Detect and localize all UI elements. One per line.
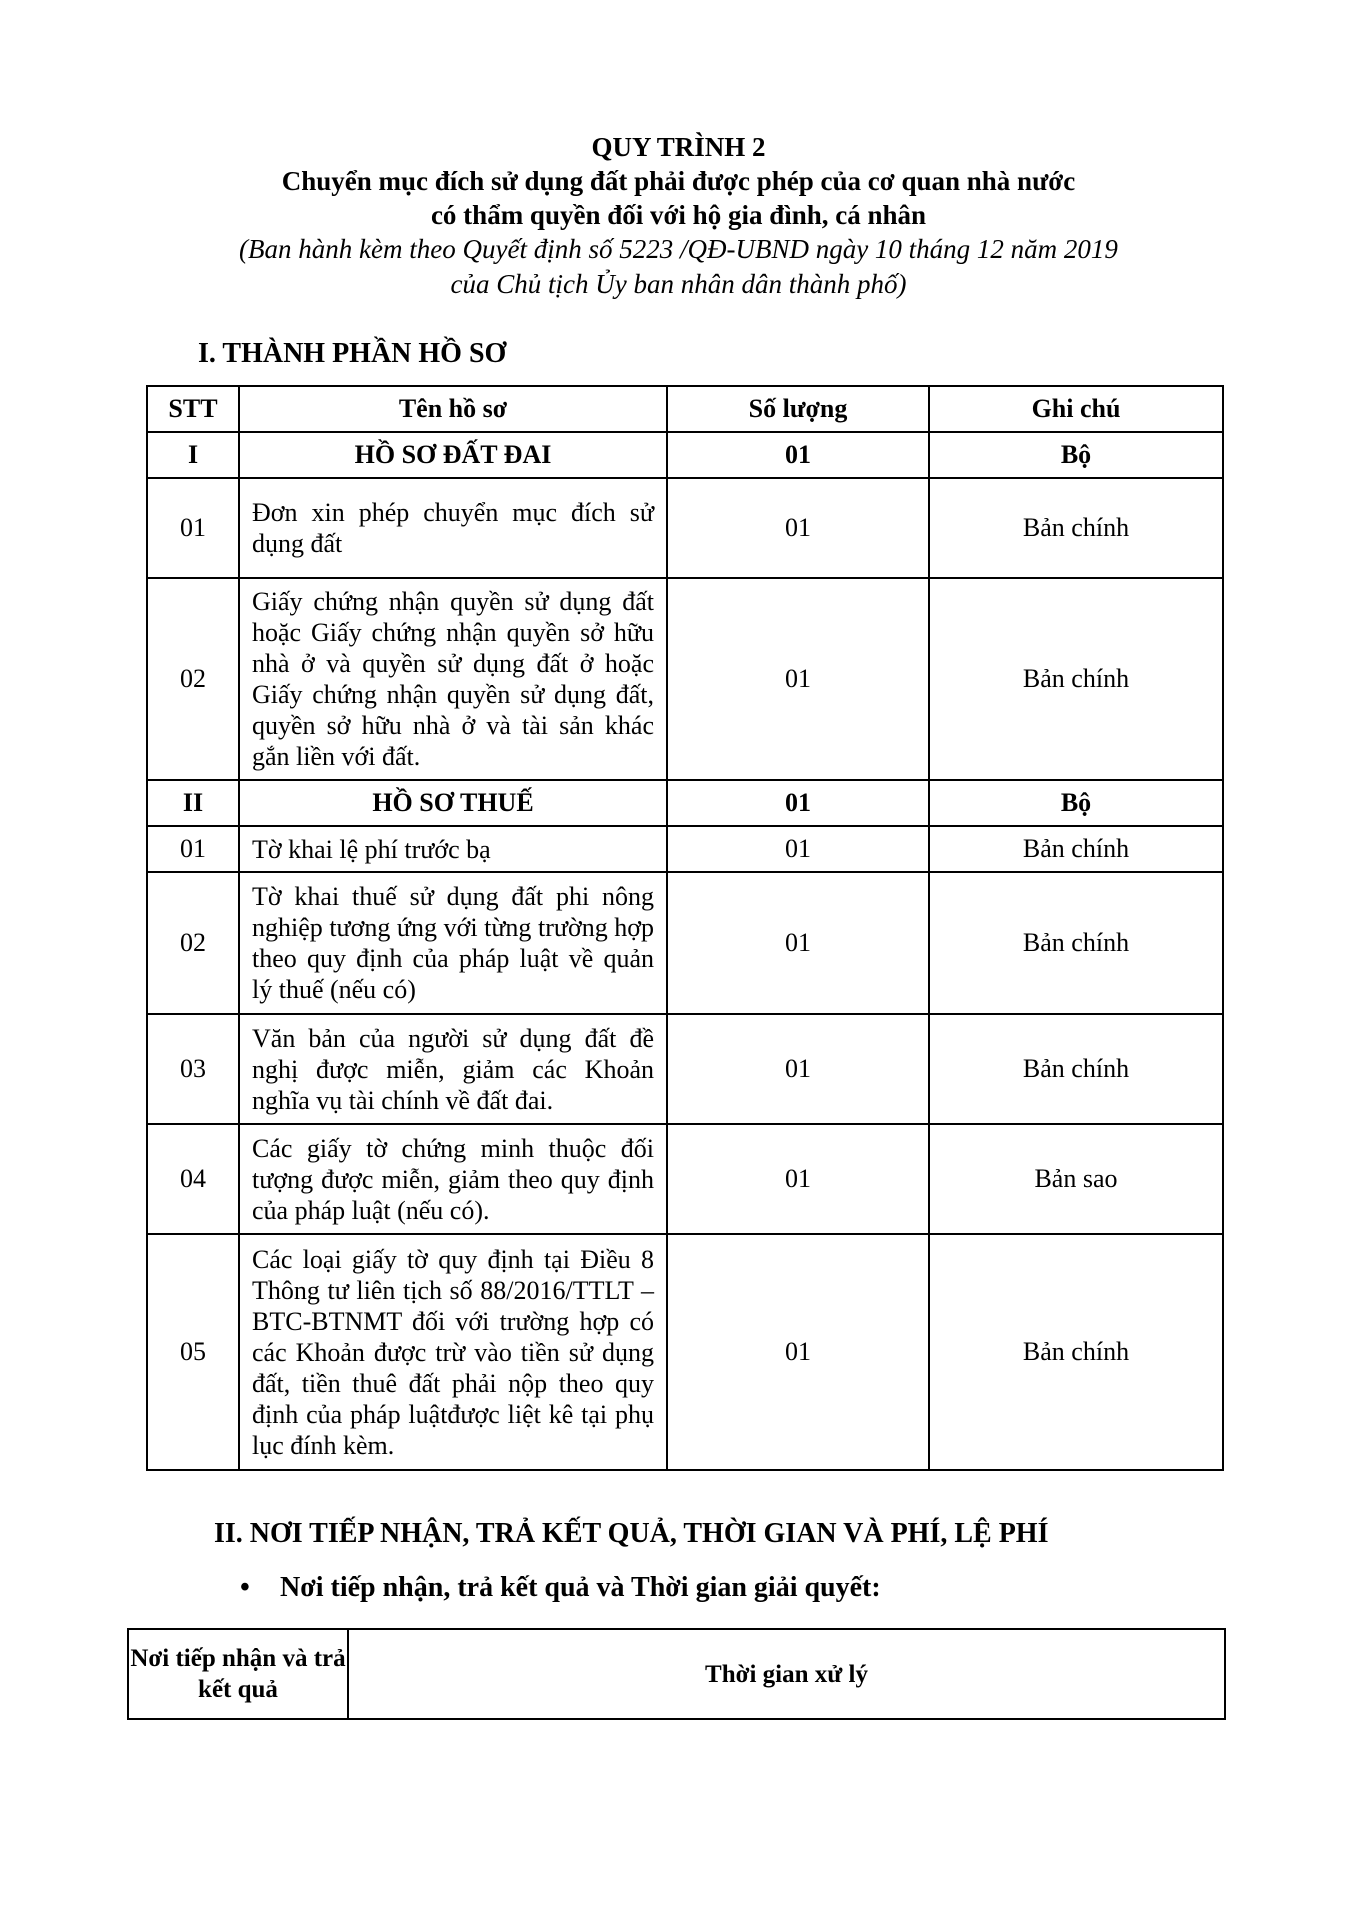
row-note: Bản chính bbox=[929, 826, 1223, 872]
row-name: Các giấy tờ chứng minh thuộc đối tượng được miễn, giảm theo quy định của pháp luật (nếu có). bbox=[239, 1124, 667, 1234]
table-row bbox=[147, 826, 1223, 872]
column-header-stt: STT bbox=[147, 386, 239, 432]
row-quantity: 01 bbox=[667, 578, 929, 780]
table-row bbox=[147, 1124, 1223, 1234]
column-header-note: Ghi chú bbox=[929, 386, 1223, 432]
bullet-text: Nơi tiếp nhận, trả kết quả và Thời gian giải quyết: bbox=[280, 1572, 881, 1603]
row-stt: 02 bbox=[147, 578, 239, 780]
row-quantity: 01 bbox=[667, 1234, 929, 1470]
document-header bbox=[0, 130, 1357, 302]
group-stt: II bbox=[147, 780, 239, 826]
group-row bbox=[147, 432, 1223, 478]
row-name: Tờ khai thuế sử dụng đất phi nông nghiệp tương ứng với từng trường hợp theo quy định của pháp luật về quản lý thuế (nếu có) bbox=[239, 872, 667, 1014]
row-name: Các loại giấy tờ quy định tại Điều 8 Thông tư liên tịch số 88/2016/TTLT –BTC-BTNMT đối với trường hợp có các Khoản được trừ vào tiền sử dụng đất, tiền thuê đất phải nộp theo quy định của pháp luậtđược liệt kê tại phụ lục đính kèm. bbox=[239, 1234, 667, 1470]
bullet-dot-icon: • bbox=[240, 1572, 250, 1603]
group-note: Bộ bbox=[929, 432, 1223, 478]
row-name: Tờ khai lệ phí trước bạ bbox=[239, 826, 667, 872]
group-quantity: 01 bbox=[667, 432, 929, 478]
group-note: Bộ bbox=[929, 780, 1223, 826]
row-quantity: 01 bbox=[667, 478, 929, 578]
group-name: HỒ SƠ THUẾ bbox=[239, 780, 667, 826]
row-stt: 03 bbox=[147, 1014, 239, 1124]
row-note: Bản chính bbox=[929, 578, 1223, 780]
row-note: Bản chính bbox=[929, 872, 1223, 1014]
row-quantity: 01 bbox=[667, 1124, 929, 1234]
group-quantity: 01 bbox=[667, 780, 929, 826]
row-note: Bản sao bbox=[929, 1124, 1223, 1234]
table-row bbox=[147, 578, 1223, 780]
row-stt: 04 bbox=[147, 1124, 239, 1234]
row-name: Văn bản của người sử dụng đất đề nghị được miễn, giảm các Khoản nghĩa vụ tài chính về đất đai. bbox=[239, 1014, 667, 1124]
document-subtitle-line1: Chuyển mục đích sử dụng đất phải được phép của cơ quan nhà nước bbox=[281, 166, 1076, 196]
group-stt: I bbox=[147, 432, 239, 478]
column-header-processing-time: Thời gian xử lý bbox=[348, 1629, 1225, 1719]
issued-note-line2: của Chủ tịch Ủy ban nhân dân thành phố) bbox=[450, 269, 907, 299]
row-note: Bản chính bbox=[929, 1014, 1223, 1124]
section-1-heading: I. THÀNH PHẦN HỒ SƠ bbox=[198, 338, 507, 369]
table-row bbox=[147, 478, 1223, 578]
row-quantity: 01 bbox=[667, 1014, 929, 1124]
row-quantity: 01 bbox=[667, 872, 929, 1014]
document-subtitle-line2: có thẩm quyền đối với hộ gia đình, cá nhân bbox=[430, 200, 927, 230]
table-row bbox=[147, 1014, 1223, 1124]
column-header-quantity: Số lượng bbox=[667, 386, 929, 432]
row-stt: 01 bbox=[147, 478, 239, 578]
row-name: Giấy chứng nhận quyền sử dụng đất hoặc Giấy chứng nhận quyền sở hữu nhà ở và quyền sử dụng đất ở hoặc Giấy chứng nhận quyền sử dụng đất, quyền sở hữu nhà ở và tài sản khác gắn liền với đất. bbox=[239, 578, 667, 780]
document-title: QUY TRÌNH 2 bbox=[591, 132, 766, 162]
row-stt: 05 bbox=[147, 1234, 239, 1470]
row-stt: 01 bbox=[147, 826, 239, 872]
table-header-row bbox=[147, 386, 1223, 432]
section-2-heading: II. NƠI TIẾP NHẬN, TRẢ KẾT QUẢ, THỜI GIAN VÀ PHÍ, LỆ PHÍ bbox=[214, 1518, 1049, 1549]
group-name: HỒ SƠ ĐẤT ĐAI bbox=[239, 432, 667, 478]
issued-note-line1: (Ban hành kèm theo Quyết định số 5223 /QĐ-UBND ngày 10 tháng 12 năm 2019 bbox=[239, 234, 1118, 264]
row-name: Đơn xin phép chuyển mục đích sử dụng đất bbox=[239, 478, 667, 578]
row-note: Bản chính bbox=[929, 478, 1223, 578]
row-stt: 02 bbox=[147, 872, 239, 1014]
row-note: Bản chính bbox=[929, 1234, 1223, 1470]
row-quantity: 01 bbox=[667, 826, 929, 872]
column-header-name: Tên hồ sơ bbox=[239, 386, 667, 432]
table-row bbox=[147, 1234, 1223, 1470]
table-header-row bbox=[128, 1629, 1225, 1719]
dossier-table bbox=[146, 385, 1224, 1471]
processing-time-table bbox=[127, 1628, 1226, 1720]
group-row bbox=[147, 780, 1223, 826]
column-header-receiving-place: Nơi tiếp nhận và trả kết quả bbox=[128, 1629, 348, 1719]
bullet-item bbox=[240, 1572, 881, 1604]
table-row bbox=[147, 872, 1223, 1014]
